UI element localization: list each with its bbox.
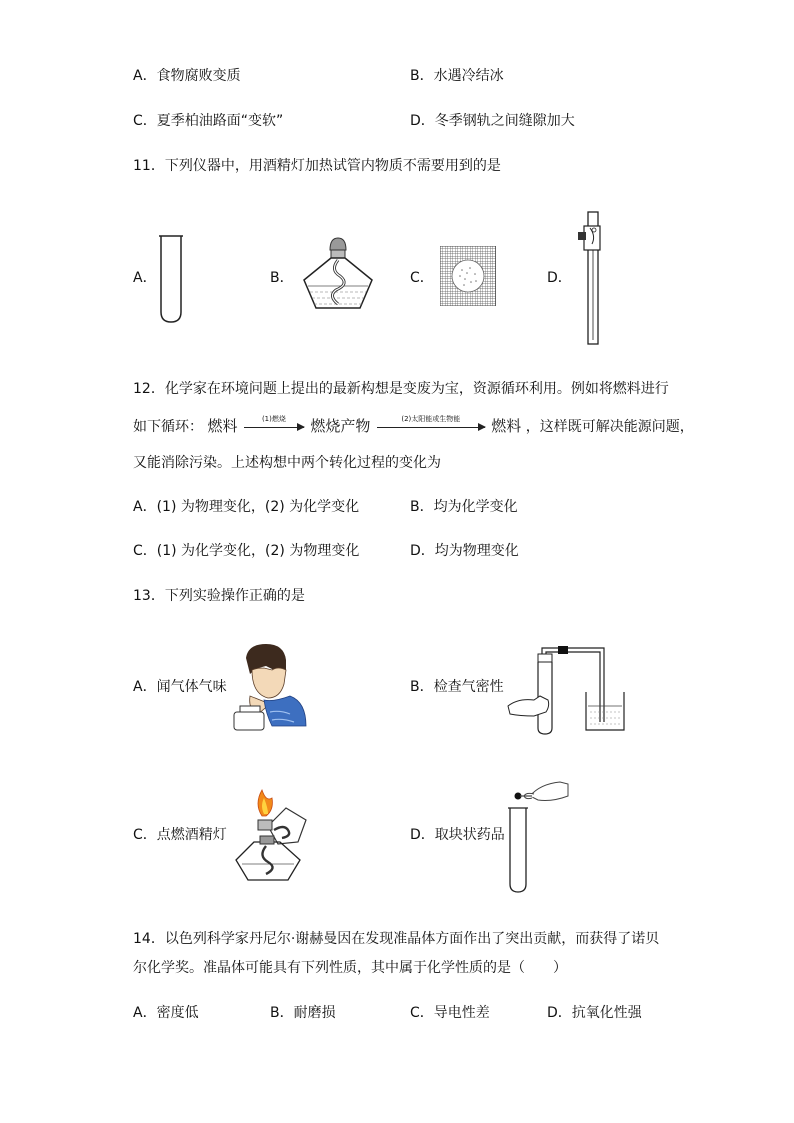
asbestos-gauze-image — [440, 246, 496, 306]
q12-line2-suffix: ，这样既可解决能源问题， — [525, 419, 694, 435]
combustion-arrow — [244, 417, 304, 437]
lighting-lamp-image — [228, 786, 310, 882]
q14-option-d: D．抗氧化性强 — [547, 1005, 642, 1021]
q12-option-b: B．均为化学变化 — [410, 499, 518, 515]
combustion-product-label: 燃烧产物 — [310, 417, 371, 435]
q12-option-a: A．(1) 为物理变化，(2) 为化学变化 — [133, 499, 360, 515]
q11-option-c: C． — [410, 270, 434, 286]
q10-option-d: D．冬季钢轨之间缝隙加大 — [410, 113, 575, 129]
q14-stem-line1: 14．以色列科学家丹尼尔·谢赫曼因在发现准晶体方面作出了突出贡献，而获得了诺贝 — [133, 931, 660, 947]
q11-stem: 11．下列仪器中，用酒精灯加热试管内物质不需要用到的是 — [133, 158, 501, 174]
fuel-label-1: 燃料 — [207, 417, 238, 435]
q13-option-d: D．取块状药品 — [410, 827, 505, 843]
test-tube-image — [156, 230, 186, 326]
q14-option-a: A．密度低 — [133, 1005, 199, 1021]
combustion-arrow-label: (1)燃烧 — [261, 415, 286, 423]
q12-stem-line3: 又能消除污染。上述构想中两个转化过程的变化为 — [133, 455, 441, 471]
q11-option-b: B． — [270, 270, 294, 286]
q11-option-a: A． — [133, 270, 157, 286]
test-tube-holder-image — [570, 208, 610, 348]
q13-option-c: C．点燃酒精灯 — [133, 827, 227, 843]
q14-option-b: B．耐磨损 — [270, 1005, 336, 1021]
q13-option-a: A．闻气体气味 — [133, 679, 227, 695]
solar-bio-arrow — [377, 417, 485, 437]
smelling-gas-image — [230, 640, 310, 732]
q12-option-d: D．均为物理变化 — [410, 543, 519, 559]
q14-option-c: C．导电性差 — [410, 1005, 490, 1021]
q12-stem-line2 — [133, 416, 694, 437]
airtightness-check-image — [504, 640, 632, 736]
q14-stem-line2: 尔化学奖。准晶体可能具有下列性质，其中属于化学性质的是（ ） — [133, 960, 567, 976]
q11-option-d: D． — [547, 270, 572, 286]
q12-line2-prefix: 如下循环： — [133, 419, 203, 435]
q13-stem: 13．下列实验操作正确的是 — [133, 588, 305, 604]
q10-option-b: B．水遇冷结冰 — [410, 68, 504, 84]
fuel-label-2: 燃料 — [491, 417, 522, 435]
alcohol-lamp-image — [298, 234, 378, 318]
q13-option-b: B．检查气密性 — [410, 679, 504, 695]
q10-option-c: C．夏季柏油路面“变软” — [133, 113, 284, 129]
q12-stem-line1: 12．化学家在环境问题上提出的最新构想是变废为宝，资源循环利用。例如将燃料进行 — [133, 381, 669, 397]
solar-bio-arrow-label: (2)太阳能或生物能 — [401, 415, 461, 423]
q12-option-c: C．(1) 为化学变化，(2) 为物理变化 — [133, 543, 360, 559]
block-reagent-image — [504, 774, 570, 896]
q10-option-a: A．食物腐败变质 — [133, 68, 241, 84]
